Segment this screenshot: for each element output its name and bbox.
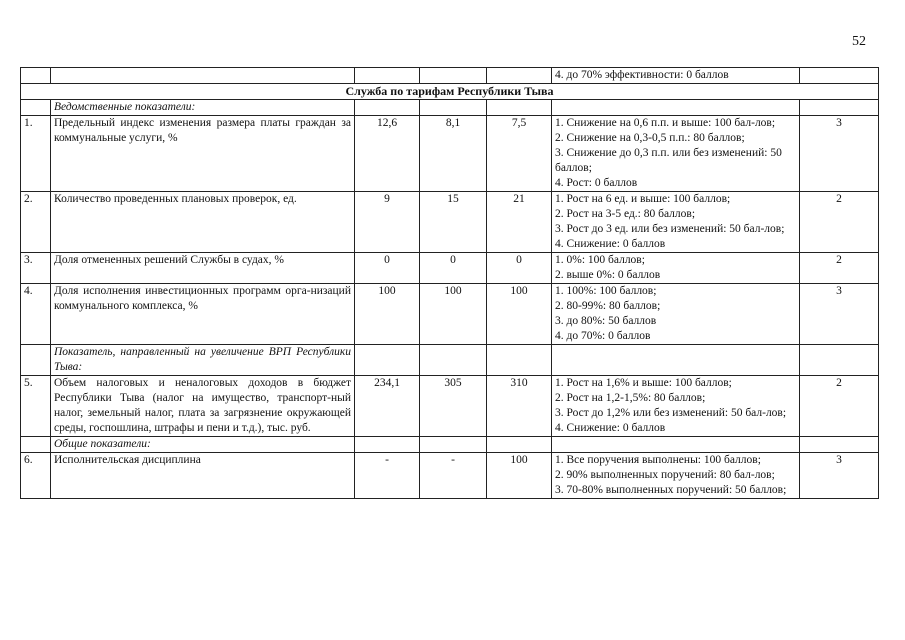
criteria-cell [552, 453, 800, 499]
row-number: 6. [21, 453, 51, 499]
weight: 2 [800, 253, 879, 284]
subheader-row-general [21, 437, 879, 453]
table-row-continuation [21, 68, 879, 84]
value-2: 305 [420, 376, 487, 437]
indicator-name: Объем налоговых и неналоговых доходов в бюджет Республики Тыва (налог на имущество, транспорт-ный налог, земельный налог, плата за загрязнение окружающей среды, госпошлина, штрафы и пени и т.д.), тыс. руб. [51, 376, 355, 437]
table-row [21, 116, 879, 192]
cell-v2 [420, 68, 487, 84]
criteria-line: 4. до 70% эффективности: 0 баллов [555, 69, 729, 81]
criteria-cell [552, 192, 800, 253]
indicator-name: Доля исполнения инвестиционных программ орга-низаций коммунального комплекса, % [51, 284, 355, 345]
criteria-cell [552, 253, 800, 284]
cell-criteria [552, 68, 800, 84]
criteria-line: 2. выше 0%: 0 баллов [555, 269, 661, 281]
cell-v1 [355, 68, 420, 84]
table-row [21, 376, 879, 437]
value-3: 0 [487, 253, 552, 284]
value-3: 310 [487, 376, 552, 437]
value-2: 8,1 [420, 116, 487, 192]
criteria-line: 3. до 80%: 50 баллов [555, 315, 657, 327]
criteria-line: 1. Все поручения выполнены: 100 баллов; [555, 454, 761, 466]
row-number: 5. [21, 376, 51, 437]
value-2: 15 [420, 192, 487, 253]
criteria-line: 3. Рост до 3 ед. или без изменений: 50 бал-лов; [555, 223, 785, 235]
value-2: - [420, 453, 487, 499]
criteria-line: 2. Рост на 3-5 ед.: 80 баллов; [555, 208, 696, 220]
subheader-row-grp [21, 345, 879, 376]
cell-num [21, 100, 51, 116]
row-number: 3. [21, 253, 51, 284]
criteria-line: 2. 90% выполненных поручений: 80 бал-лов; [555, 469, 775, 481]
criteria-line: 4. Рост: 0 баллов [555, 177, 638, 189]
criteria-cell [552, 284, 800, 345]
subheader-general: Общие показатели: [51, 437, 355, 453]
weight: 2 [800, 376, 879, 437]
value-3: 21 [487, 192, 552, 253]
criteria-line: 3. Снижение до 0,3 п.п. или без изменений: 50 баллов; [555, 147, 782, 174]
weight: 3 [800, 453, 879, 499]
criteria-line: 1. Рост на 6 ед. и выше: 100 баллов; [555, 193, 731, 205]
row-number: 4. [21, 284, 51, 345]
value-1: 12,6 [355, 116, 420, 192]
criteria-line: 4. до 70%: 0 баллов [555, 330, 651, 342]
table-row [21, 192, 879, 253]
indicator-name: Исполнительская дисциплина [51, 453, 355, 499]
value-1: 9 [355, 192, 420, 253]
criteria-line: 1. Рост на 1,6% и выше: 100 баллов; [555, 377, 732, 389]
table-row [21, 453, 879, 499]
criteria-cell [552, 116, 800, 192]
value-1: 100 [355, 284, 420, 345]
indicator-name: Предельный индекс изменения размера платы граждан за коммунальные услуги, % [51, 116, 355, 192]
weight: 3 [800, 284, 879, 345]
value-3: 100 [487, 284, 552, 345]
row-number: 2. [21, 192, 51, 253]
criteria-line: 2. Снижение на 0,3-0,5 п.п.: 80 баллов; [555, 132, 745, 144]
section-row [21, 84, 879, 100]
table-row [21, 253, 879, 284]
cell-num [21, 345, 51, 376]
value-2: 100 [420, 284, 487, 345]
subheader-grp: Показатель, направленный на увеличение ВРП Республики Тыва: [51, 345, 355, 376]
indicator-name: Доля отмененных решений Службы в судах, % [51, 253, 355, 284]
criteria-line: 4. Снижение: 0 баллов [555, 238, 666, 250]
section-title: Служба по тарифам Республики Тыва [21, 84, 879, 100]
table-row [21, 284, 879, 345]
subheader-departmental: Ведомственные показатели: [51, 100, 355, 116]
indicators-table [20, 67, 879, 499]
cell-num [21, 437, 51, 453]
indicator-name: Количество проведенных плановых проверок, ед. [51, 192, 355, 253]
page-number: 52 [852, 34, 866, 49]
criteria-line: 4. Снижение: 0 баллов [555, 422, 666, 434]
value-3: 7,5 [487, 116, 552, 192]
criteria-line: 3. Рост до 1,2% или без изменений: 50 бал-лов; [555, 407, 787, 419]
cell-weight [800, 68, 879, 84]
cell-num [21, 68, 51, 84]
row-number: 1. [21, 116, 51, 192]
value-2: 0 [420, 253, 487, 284]
value-1: 0 [355, 253, 420, 284]
criteria-line: 1. Снижение на 0,6 п.п. и выше: 100 бал-лов; [555, 117, 776, 129]
weight: 2 [800, 192, 879, 253]
value-1: - [355, 453, 420, 499]
criteria-line: 2. 80-99%: 80 баллов; [555, 300, 661, 312]
value-1: 234,1 [355, 376, 420, 437]
subheader-row-departmental [21, 100, 879, 116]
criteria-line: 2. Рост на 1,2-1,5%: 80 баллов; [555, 392, 706, 404]
weight: 3 [800, 116, 879, 192]
criteria-line: 1. 0%: 100 баллов; [555, 254, 645, 266]
criteria-line: 3. 70-80% выполненных поручений: 50 баллов; [555, 484, 787, 496]
criteria-cell [552, 376, 800, 437]
criteria-line: 1. 100%: 100 баллов; [555, 285, 657, 297]
cell-name [51, 68, 355, 84]
cell-v3 [487, 68, 552, 84]
value-3: 100 [487, 453, 552, 499]
